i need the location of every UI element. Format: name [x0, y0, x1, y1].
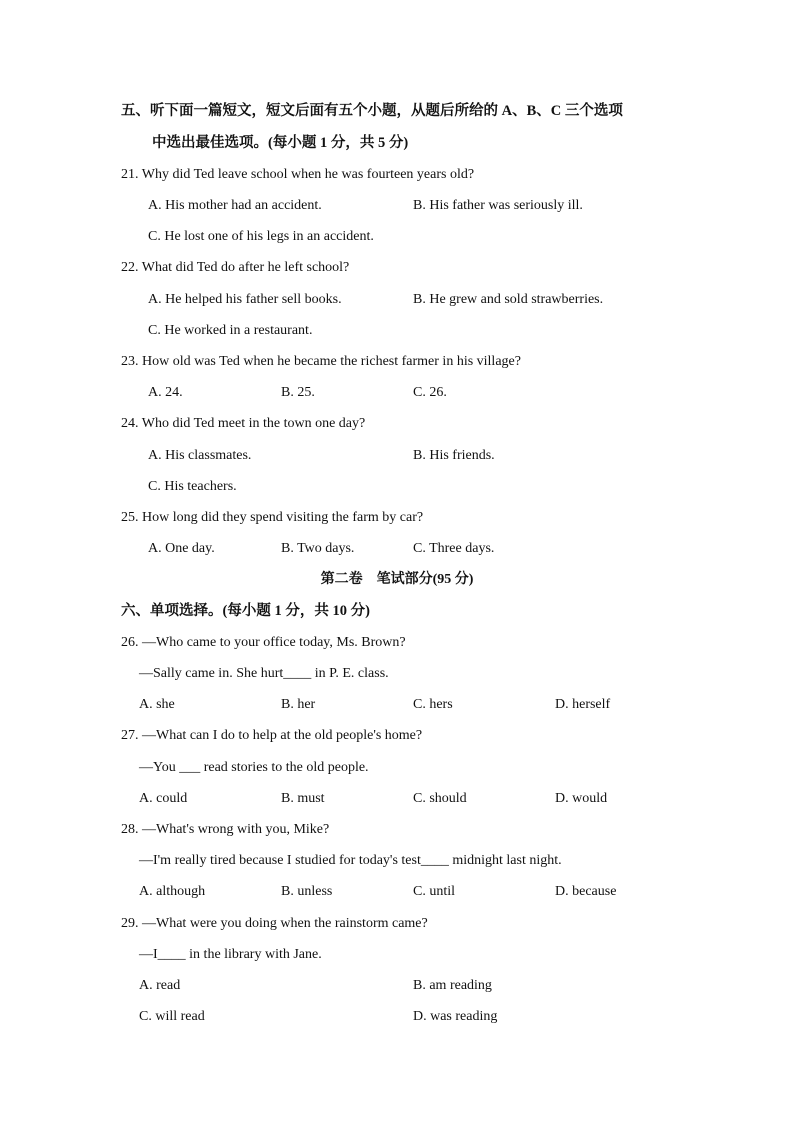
question-29-option-b: B. am reading: [413, 978, 492, 993]
section5-title-line2: 中选出最佳选项。(每小题 1 分，共 5 分): [152, 135, 409, 151]
question-24-stem: 24. Who did Ted meet in the town one day?: [121, 416, 366, 431]
question-21-option-a: A. His mother had an accident.: [148, 198, 322, 213]
question-26-prompt: 26. —Who came to your office today, Ms. Brown?: [121, 635, 406, 650]
question-26-option-d: D. herself: [555, 697, 611, 712]
question-28-prompt: 28. —What's wrong with you, Mike?: [121, 822, 330, 837]
question-27-option-a: A. could: [139, 791, 188, 806]
question-28-option-d: D. because: [555, 884, 617, 899]
question-27-prompt: 27. —What can I do to help at the old people's home?: [121, 728, 423, 743]
section5-title-line1: 五、听下面一篇短文，短文后面有五个小题，从题后所给的 A、B、C 三个选项: [121, 103, 623, 119]
question-29-prompt: 29. —What were you doing when the rainstorm came?: [121, 916, 428, 931]
question-22-option-b: B. He grew and sold strawberries.: [413, 292, 604, 307]
question-23-stem: 23. How old was Ted when he became the richest farmer in his village?: [121, 354, 521, 369]
question-26-option-b: B. her: [281, 697, 316, 712]
question-28-option-b: B. unless: [281, 884, 333, 899]
question-21-stem: 21. Why did Ted leave school when he was fourteen years old?: [121, 167, 475, 182]
question-29-option-c: C. will read: [139, 1009, 205, 1024]
question-24-option-a: A. His classmates.: [148, 448, 252, 463]
question-26-option-a: A. she: [139, 697, 175, 712]
question-27-option-d: D. would: [555, 791, 608, 806]
question-26-option-c: C. hers: [413, 697, 453, 712]
question-27-option-b: B. must: [281, 791, 325, 806]
question-29-response: —I____ in the library with Jane.: [139, 947, 322, 962]
question-22-option-a: A. He helped his father sell books.: [148, 292, 342, 307]
question-25-stem: 25. How long did they spend visiting the farm by car?: [121, 510, 424, 525]
question-29-option-a: A. read: [139, 978, 181, 993]
question-27-response: —You ___ read stories to the old people.: [139, 760, 369, 775]
question-23-option-c: C. 26.: [413, 385, 447, 400]
question-28-option-c: C. until: [413, 884, 456, 899]
question-21-option-c: C. He lost one of his legs in an accident.: [148, 229, 374, 244]
section6-title: 六、单项选择。(每小题 1 分，共 10 分): [121, 603, 370, 619]
question-28-option-a: A. although: [139, 884, 206, 899]
question-21-option-b: B. His father was seriously ill.: [413, 198, 583, 213]
question-29-option-d: D. was reading: [413, 1009, 498, 1024]
question-23-option-b: B. 25.: [281, 385, 315, 400]
question-28-response: —I'm really tired because I studied for today's test____ midnight last night.: [139, 853, 562, 868]
question-23-option-a: A. 24.: [148, 385, 183, 400]
question-26-response: —Sally came in. She hurt____ in P. E. class.: [139, 666, 389, 681]
question-25-option-a: A. One day.: [148, 541, 215, 556]
question-24-option-c: C. His teachers.: [148, 479, 237, 494]
question-22-option-c: C. He worked in a restaurant.: [148, 323, 313, 338]
question-27-option-c: C. should: [413, 791, 467, 806]
part2-title: 第二卷 笔试部分(95 分): [320, 572, 474, 587]
question-25-option-c: C. Three days.: [413, 541, 495, 556]
question-25-option-b: B. Two days.: [281, 541, 355, 556]
question-22-stem: 22. What did Ted do after he left school?: [121, 260, 350, 275]
question-24-option-b: B. His friends.: [413, 448, 495, 463]
